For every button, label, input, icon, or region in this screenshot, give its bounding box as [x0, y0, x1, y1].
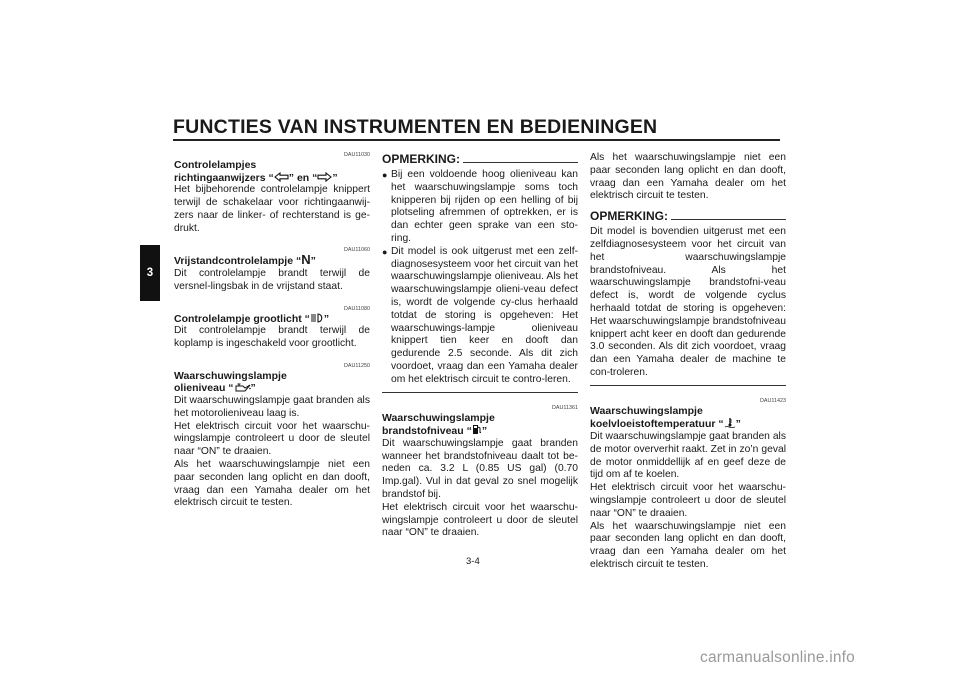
note-rule — [463, 162, 578, 163]
bullet-icon: ● — [382, 246, 388, 257]
paragraph: Het elektrisch circuit voor het waarschu-wingslampje controleert u door de sleutel naar “ON” te draaien. — [174, 420, 370, 458]
note-title: OPMERKING: — [590, 209, 668, 224]
section-code: DAU11250 — [344, 362, 370, 369]
heading-text: richtingaanwijzers “ — [174, 171, 274, 184]
spacer — [174, 235, 370, 245]
turn-signal-right-icon — [317, 172, 332, 182]
high-beam-icon — [310, 313, 324, 323]
heading-text: ” — [250, 382, 256, 395]
heading-text: ” — [323, 312, 330, 325]
heading-text: ” — [310, 255, 316, 268]
heading-line: Controlelampjes — [174, 159, 257, 171]
heading-text: Controlelampje grootlicht “ — [174, 312, 310, 325]
paragraph: Dit controlelampje brandt terwijl de koplamp is ingeschakeld voor grootlicht. — [174, 325, 370, 349]
heading-line: Waarschuwingslampje — [382, 411, 495, 424]
bullet-text: Dit model is ook uitgerust met een zelf-diagnosesysteem voor het circuit van het waarschuwingslampje olieniveau. Als het waarschuwingslampje olieni-veau defect is, wordt de volgende cy-clus herhaald totdat de storing is opgeheven: Het waarschuwings-lampje olieniveau knippert tien keer en dooft dan gedurende 2.5 seconde. Als dit zich voordoet, vraag dan een Yamaha dealer om het elektrisch circuit te contro-leren. — [391, 245, 578, 385]
heading-text: ” en “ — [288, 171, 318, 184]
header-rule — [173, 139, 780, 141]
paragraph: Dit waarschuwingslampje gaat branden als de motor oververhit raakt. Zet in zo’n geval de motor onmiddellijk af en geef deze de tijd om af te koelen. — [590, 430, 786, 481]
heading-line: Waarschuwingslampje — [174, 369, 287, 382]
coolant-temperature-icon — [724, 417, 736, 428]
note-bullet — [382, 169, 578, 246]
bullet-text: Bij een voldoende hoog olieniveau kan het waarschuwingslampje soms toch knipperen bij rijden op een helling of bij plotseling afremmen of optrekken, er is dan echter geen sprake van een sto-ring. — [391, 169, 578, 244]
watermark: carmanualsonline.info — [700, 649, 855, 666]
section-heading-fuel-level — [382, 412, 578, 438]
column-right — [590, 152, 786, 572]
note-title: OPMERKING: — [382, 152, 460, 166]
heading-text: brandstofniveau “ — [382, 425, 472, 438]
note-text: Dit model is bovendien uitgerust met een zelfdiagnosesysteem voor het circuit van het waarschuwingslampje brandstofniveau. Als het waarschuwingslampje brandstofni-veau defect is, wordt de volgende cyclus herhaald totdat de storing is opgeheven: Het waarschuwingslampje brandstofniveau knippert acht keer en dooft dan gedurende 3.0 seconden. Als dit zich voordoet, vraag dan een Yamaha dealer de machine te con-troleren. — [590, 226, 786, 378]
section-heading-oil-level — [174, 370, 370, 395]
paragraph: Als het waarschuwingslampje niet een paar seconden lang oplicht en dan dooft, vraag dan een Yamaha dealer om het elektrisch circuit te testen. — [590, 520, 786, 570]
section-code: DAU11361 — [552, 404, 578, 411]
note-bullet — [382, 246, 578, 387]
section-code: DAU11080 — [344, 305, 370, 312]
section-code: DAU11060 — [344, 247, 370, 254]
spacer — [174, 351, 370, 361]
heading-text: ” — [481, 425, 488, 438]
paragraph: Dit waarschuwingslampje gaat branden als het motorolieniveau laag is. — [174, 394, 370, 419]
section-heading-coolant — [590, 405, 786, 431]
paragraph: Het elektrisch circuit voor het waarschu-wingslampje controleert u door de sleutel naar “ON” te draaien. — [382, 501, 578, 539]
note-rule — [671, 219, 786, 220]
paragraph: Het bijbehorende controlelampje knippert terwijl de schakelaar voor richtingaanwij-zers naar de linker- of rechterstand is ge-drukt. — [174, 184, 370, 234]
neutral-n-icon: N — [301, 252, 311, 268]
paragraph: Als het waarschuwingslampje niet een paar seconden lang oplicht en dan dooft, vraag dan een Yamaha dealer om het elektrisch circuit te testen. — [590, 152, 786, 202]
spacer — [174, 294, 370, 304]
heading-text: olieniveau “ — [174, 382, 234, 395]
section-code: DAU11423 — [760, 397, 786, 404]
fuel-pump-icon — [472, 424, 482, 435]
turn-signal-left-icon — [274, 172, 289, 182]
spacer — [590, 386, 786, 396]
note-heading — [382, 152, 578, 166]
spacer — [382, 393, 578, 403]
heading-text: ” — [332, 171, 338, 184]
paragraph: Dit waarschuwingslampje gaat branden wanneer het brandstofniveau daalt tot be-neden ca. 3.2 L (0.85 US gal) (0.70 Imp.gal). Vul in dat geval zo snel mogelijk brandstof bij. — [382, 437, 578, 500]
column-middle — [382, 152, 578, 540]
page-title: FUNCTIES VAN INSTRUMENTEN EN BEDIENINGEN — [173, 116, 658, 138]
heading-text: Vrijstandcontrolelampje “ — [174, 255, 302, 268]
heading-line: Waarschuwingslampje — [590, 404, 703, 417]
chapter-tab: 3 — [140, 245, 160, 301]
section-code: DAU11030 — [344, 152, 370, 158]
paragraph: Het elektrisch circuit voor het waarschu-wingslampje controleert u door de sleutel naar “ON” te draaien. — [590, 482, 786, 519]
heading-text: ” — [735, 418, 741, 431]
paragraph: Als het waarschuwingslampje niet een paar seconden lang oplicht en dan dooft, vraag dan een Yamaha dealer om het elektrisch circuit te testen. — [174, 458, 370, 509]
heading-text: koelvloeistoftemperatuur “ — [590, 418, 724, 431]
bullet-icon: ● — [382, 170, 388, 180]
column-left — [174, 150, 370, 510]
oil-can-icon — [234, 382, 251, 392]
paragraph: Dit controlelampje brandt terwijl de versnel-lingsbak in de vrijstand staat. — [174, 267, 370, 292]
section-heading-neutral — [174, 254, 370, 268]
note-heading — [590, 209, 786, 223]
section-heading-turn-signals — [174, 159, 370, 184]
section-heading-high-beam — [174, 313, 370, 326]
page-number: 3-4 — [466, 556, 480, 567]
